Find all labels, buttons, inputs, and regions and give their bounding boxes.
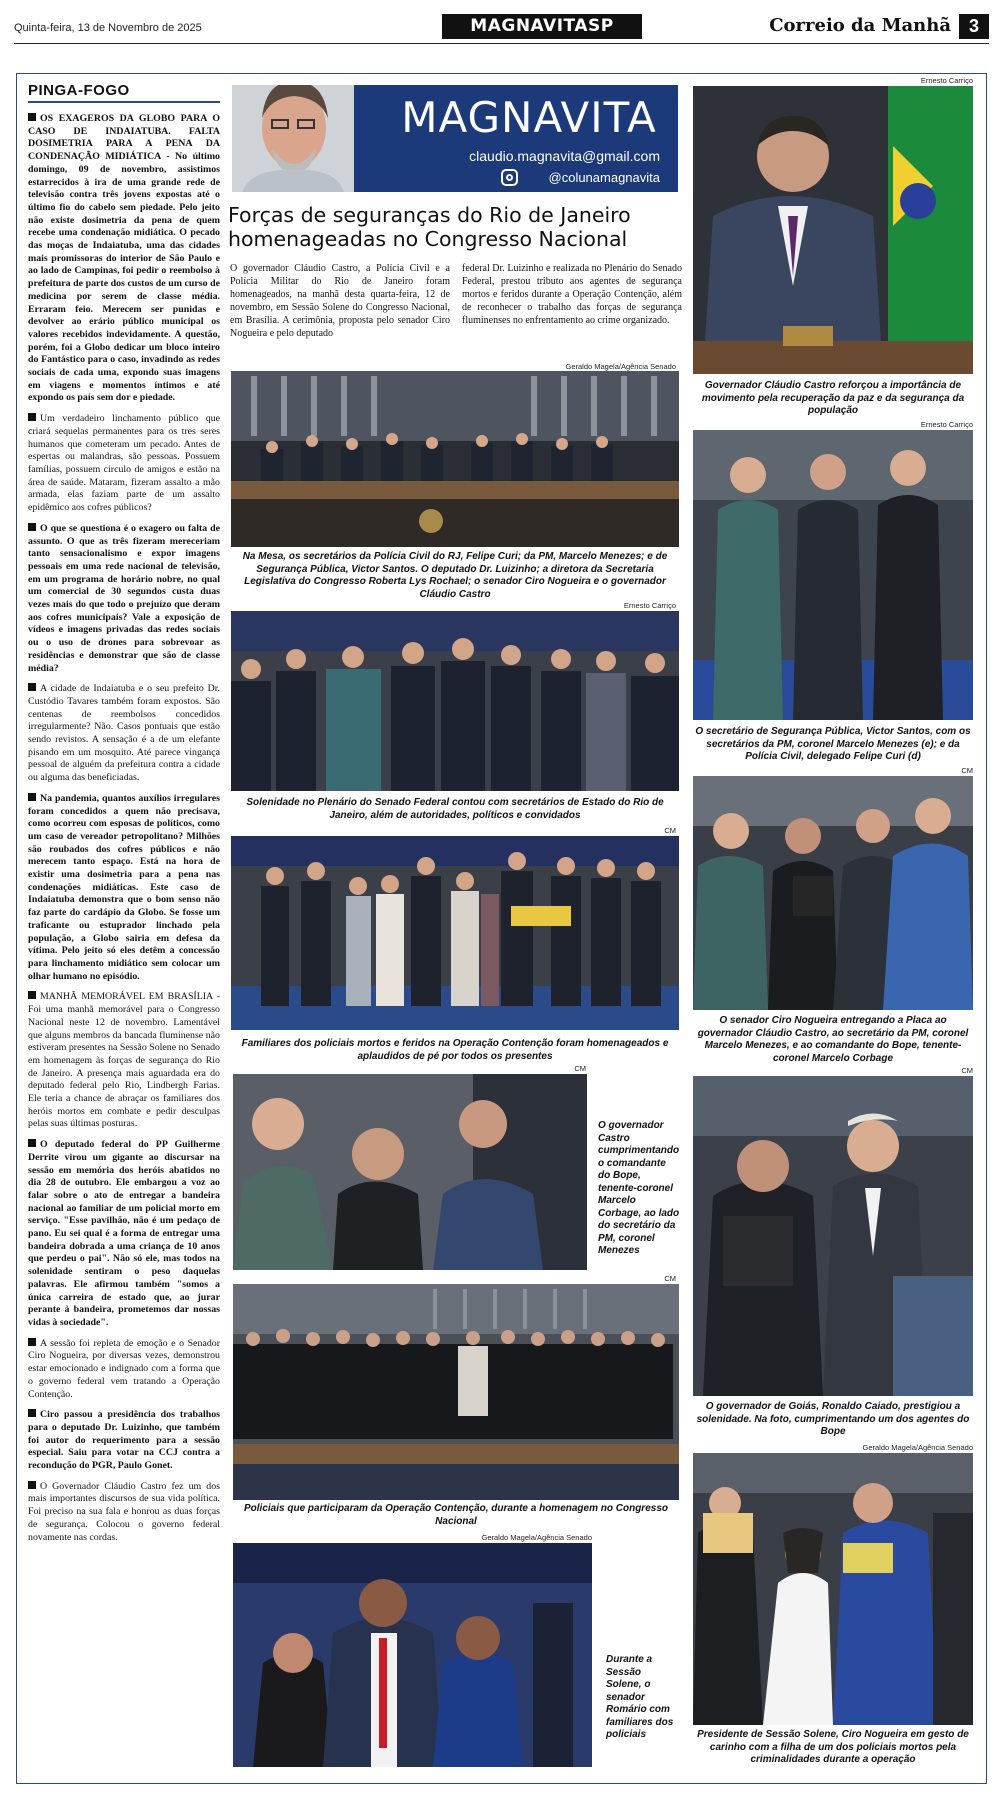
column-paragraph: O deputado federal do PP Guilherme Derrite virou um gigante ao discursar na sessão em memória dos heróis abatidos no dia 28 de outubro. Ele embargou a voz ao falar sobre o ato de entregar a bandeira nacional ao familiar de um policial morto em serviço. "Esse pavilhão, não é um pedaço de pano. Eu sei qual é a forma de entregar uma bandeira dobrada a uma criança de 10 anos que perdeu o pai". Não só ele, mas todos na solenidade sentiram o peso daquelas palavras. Ele afirmou também "somos a única carreira de estado que, ao jurar perante à bandeira, prometemos dar nossas vidas à sociedade". <box>28 1139 220 1328</box>
photo-police-group <box>233 1284 679 1500</box>
columnist-email[interactable]: claudio.magnavita@gmail.com <box>469 148 660 164</box>
photo-romario-families <box>233 1543 592 1767</box>
column-paragraph: O Governador Cláudio Castro fez um dos mais importantes discursos de sua vida política. Foi preciso na sua fala e honrou as duas forças de segurança. Colocou o governo federal novamente nas cordas. <box>28 1480 220 1543</box>
photo-three-secretaries <box>693 430 973 720</box>
photo-families-honored <box>231 836 679 1030</box>
article-intro-col2: federal Dr. Luizinho e realizada no Plenário do Senado Federal, prestou tributo aos agentes de segurança mortos e feridos durante a Operação Contenção, além de reconhecer o trabalho das forças de segurança fluminenses no enfrentamento ao crime organizado. <box>462 263 682 326</box>
photo-caption: Na Mesa, os secretários da Polícia Civil do RJ, Felipe Curi; da PM, Marcelo Menezes; e de Segurança Pública, Victor Santos. O deputado Dr. Luizinho; a diretora da Secretaria Legislativa do Congresso Roberta Lys Rochael; o senador Ciro Nogueira e o governador Cláudio Castro <box>242 551 668 600</box>
instagram-icon <box>501 169 518 186</box>
photo-credit: Geraldo Magela/Agência Senado <box>565 362 676 371</box>
column-paragraph: O que se questiona é o exagero ou falta de assunto. O que as três fizeram mereceriam tanto sensacionalismo e expor imagens pessoais em uma rede nacional de televisão, em um programa de horário nobre, no qual um comercial de 30 segundos custa duas vezes mais do que todo o prejuízo que deram aos cofres municipais? Vale a exposição de vídeos e imagens privadas das redes sociais ou o uso de drones para sobrevoar as residências e demonstrar que são de classe média? <box>28 522 220 674</box>
bullet-icon <box>28 1338 36 1346</box>
photo-caption: Presidente de Sessão Solene, Ciro Nogueira em gesto de carinho com a filha de um dos policiais mortos pela criminalidades durante a operação <box>697 1729 969 1765</box>
section-tag: MAGNAVITASP <box>442 14 642 39</box>
photo-credit: Ernesto Carriço <box>623 601 676 610</box>
photo-credit: Ernesto Carriço <box>920 76 973 85</box>
bullet-icon <box>28 1409 36 1417</box>
photo-credit: CM <box>961 766 973 775</box>
photo-caption: Governador Cláudio Castro reforçou a importância de movimento pela recuperação da paz e da segurança da população <box>701 380 965 416</box>
photo-credit: Geraldo Magela/Agência Senado <box>481 1533 592 1542</box>
page-number: 3 <box>959 14 989 39</box>
photo-caption: O governador de Goiás, Ronaldo Caiado, prestigiou a solenidade. Na foto, cumprimentando um dos agentes do Bope <box>696 1401 970 1437</box>
photo-credit: CM <box>664 826 676 835</box>
column-paragraph: OS EXAGEROS DA GLOBO PARA O CASO DE INDAIATUBA. FALTA DOSIMETRIA PARA A PENA DA CONDENAÇÃO MIDIÁTICA - No último domingo, 09 de novembro, assistimos estarrecidos à ira de uma grande rede de televisão contra três jovens expostas até o último fio do cabelo sem piedade. Pelo jeito não existe dosimetria da pena de quem recebe uma condenação midiática. O pecado das moças de Indaiatuba, uma das cidades mais promissoras do interior de São Paulo e ao lado de Campinas, foi pedir o reembolso à prefeitura de parte dos custos de um curso de medicina por serem de classe média. Erraram feio. Merecem ser punidas e devolver ao erário público municipal os valores recebidos indevidamente. A questão, porém, foi a Globo dedicar um bloco inteiro do Fantástico para o caso, invadindo as redes sociais de cada uma, expondo suas imagens em viagens e momentos íntimos e até expondo os país sem dor e piedade. <box>28 113 220 404</box>
column-paragraph: Ciro passou a presidência dos trabalhos para o deputado Dr. Luizinho, que também foi autor do requerimento para a sessão especial. Saiu para votar na CCJ contra a recondução do PGR, Paulo Gonet. <box>28 1409 220 1472</box>
column-paragraph: A cidade de Indaiatuba e o seu prefeito Dr. Custódio Tavares também foram expostos. São centenas de reembolsos concedidos irregularmente? Não. Casos pontuais que estão sendo revistos. A sensação é a de um elefante pisando em um mosquito. Até parece vingança pessoal de alguém da prefeitura contra a cidade ou alguma das beneficiadas. <box>28 683 220 784</box>
columnist-photo <box>232 85 354 192</box>
columnist-masthead <box>232 85 678 192</box>
photo-credit: Ernesto Carriço <box>920 420 973 429</box>
photo-castro-speech <box>693 86 973 374</box>
photo-plenary-mesa <box>231 371 679 547</box>
photo-credit: Geraldo Magela/Agência Senado <box>862 1443 973 1452</box>
issue-date: Quinta-feira, 13 de Novembro de 2025 <box>14 22 202 34</box>
bullet-icon <box>28 1481 36 1489</box>
photo-caption: O secretário de Segurança Pública, Victor Santos, com os secretários da PM, coronel Marcelo Menezes (e); e da Polícia Civil, delegado Felipe Curi (d) <box>695 726 971 762</box>
page-header <box>14 14 989 44</box>
newspaper-logo: Correio da Manhã <box>769 15 951 36</box>
photo-castro-greeting <box>233 1074 587 1270</box>
photo-ciro-embrace <box>693 1453 973 1725</box>
bullet-icon <box>28 1139 36 1147</box>
photo-credit: CM <box>574 1064 586 1073</box>
column-paragraph: Um verdadeiro linchamento público que criará sequelas permanentes para os tres seres humanos que cometeram um pecado. Antes de espertas ou malandras, são pessoas. Possuem famílias, possuem círculo de amigos e estão na área de saúde. Mataram, fizeram assalto a mão armada, elas faziam parte de um assalto epidêmico aos cofres públicos? <box>28 413 220 514</box>
photo-caption: O governador Castro cumprimentando o comandante do Bope, tenente-coronel Marcelo Corbage, ao lado do secretário da PM, coronel Menezes <box>598 1120 680 1256</box>
pinga-fogo-column <box>28 82 220 1772</box>
photo-caption: Solenidade no Plenário do Senado Federal contou com secretários de Estado do Rio de Janeiro, além de autoridades, políticos e convidados <box>246 797 664 821</box>
bullet-icon <box>28 991 36 999</box>
article-headline: Forças de seguranças do Rio de Janeiro homenageadas no Congresso Nacional <box>228 203 631 251</box>
photo-caiado-greeting <box>693 1076 973 1396</box>
column-paragraph: Na pandemia, quantos auxílios irregulares foram concedidos a quem não precisava, como ocorreu com esposas de políticos, como um caso de vereador petropolitano? Milhões são roubados dos cofres públicos e não merecem tanto espaço. Está na hora de existir uma dosimetria para a pena nas condenações midiáticas. Este caso de Indaiatuba demonstra que o bom senso não faz parte do cardápio da Globo. Se fosse um traficante ou estuprador linchado pela população, a Globo sairia em defesa da vítima. Pelo jeito só eles detêm a concessão para linchamento midiático sem colocar um olhar humano no episódio. <box>28 792 220 982</box>
bullet-icon <box>28 523 36 531</box>
column-paragraph: A sessão foi repleta de emoção e o Senador Ciro Nogueira, por diversas vezes, demonstrou estar emocionado e indignado com a forma que o governo federal vem tratando a Operação Contenção. <box>28 1337 220 1400</box>
photo-caption: Durante a Sessão Solene, o senador Romário com familiares dos policiais <box>606 1654 674 1740</box>
article-intro-col1: O governador Cláudio Castro, a Polícia Civil e a Polícia Militar do Rio de Janeiro foram homenageados, na manhã desta quarta-feira, 12 de novembro, em Sessão Solene do Congresso Nacional, em Brasília. A cerimônia, proposta pelo senador Ciro Nogueira e pelo deputado <box>230 263 450 339</box>
columnist-name: MAGNAVITA <box>401 93 657 142</box>
photo-plenary-group <box>231 611 679 791</box>
column-paragraph: MANHÃ MEMORÁVEL EM BRASÍLIA - Foi uma manhã memorável para o Congresso Nacional neste 12 de novembro. Lamentável que alguns membros da bancada fluminense não estiveram presentes na Sessão Solene no Senado em homenagem às forças de segurança do Rio de Janeiro. A presença mais aguardada era do deputado federal pelo Rio, Lindbergh Farias. Ele teria a chance de abraçar os familiares dos heróis mortos em combate e pedir desculpas pelas suas últimas posturas. <box>28 991 220 1130</box>
photo-caption: Familiares dos policiais mortos e feridos na Operação Contenção foram homenageados e aplaudidos de pé por todos os presentes <box>241 1038 669 1062</box>
photo-credit: CM <box>664 1274 676 1283</box>
bullet-icon <box>28 793 36 801</box>
bullet-icon <box>28 683 36 691</box>
columnist-instagram[interactable]: @colunamagnavita <box>548 170 660 185</box>
photo-plaque-delivery <box>693 776 973 1010</box>
bullet-icon <box>28 113 36 121</box>
photo-credit: CM <box>961 1066 973 1075</box>
photo-caption: O senador Ciro Nogueira entregando a Placa ao governador Cláudio Castro, ao secretário da PM, coronel Marcelo Menezes, e ao comandante do Bope, tenente-coronel Marcelo Corbage <box>697 1015 969 1064</box>
photo-caption: Policiais que participaram da Operação Contenção, durante a homenagem no Congresso Nacional <box>244 1503 668 1527</box>
bullet-icon <box>28 413 36 421</box>
column-title: PINGA-FOGO <box>28 82 220 103</box>
